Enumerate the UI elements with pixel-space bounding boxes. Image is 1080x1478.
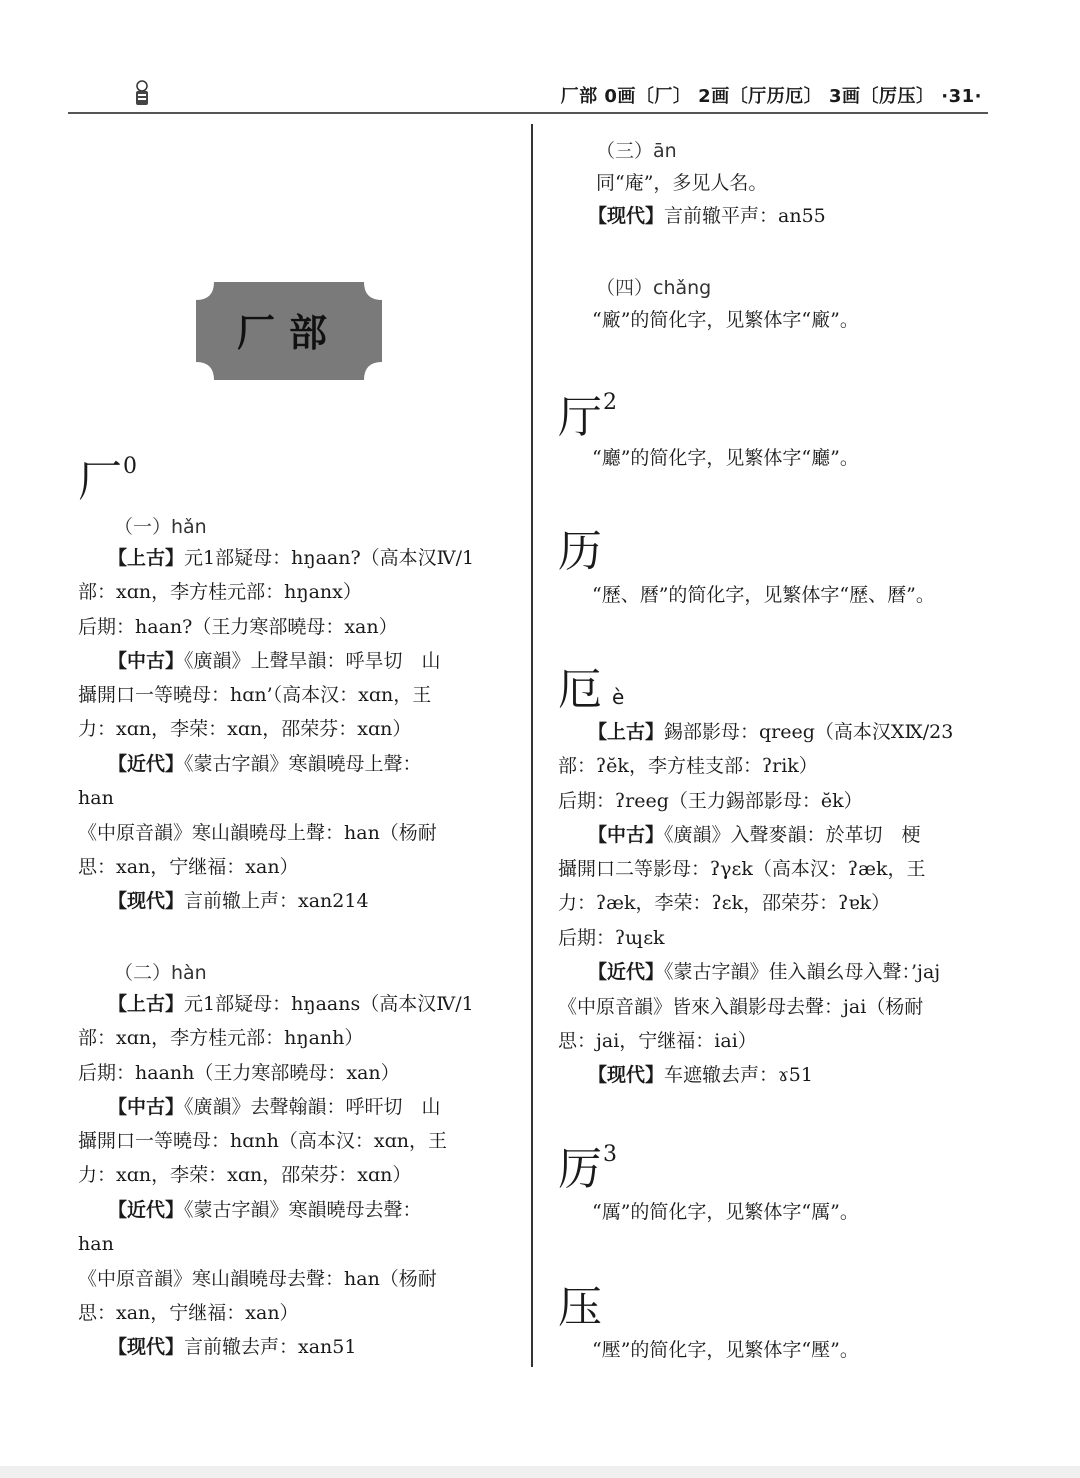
period-tag: 【中古】: [108, 1096, 185, 1118]
page-header: [68, 78, 988, 114]
entry-line: 后期：haan?（王力寒部曉母：xan）: [78, 616, 398, 638]
headword-char: 厄: [558, 664, 602, 715]
period-tag: 【上古】: [108, 547, 185, 569]
period-tag: 【上古】: [108, 993, 185, 1015]
entry-line: 【中古】《廣韻》入聲麥韻：於革切 梗: [588, 824, 921, 846]
entry-line: 【上古】錫部影母：qreeg（高本汉ⅩⅨ/23: [588, 721, 954, 743]
period-tag: 【现代】: [588, 1064, 665, 1086]
entry-line: 同“庵”，多见人名。: [596, 172, 768, 194]
entry-line: “廠”的简化字，见繁体字“廠”。: [592, 309, 859, 331]
entry-line: 【现代】言前辙去声：xan51: [108, 1336, 357, 1358]
entry-line: “廳”的简化字，见繁体字“廳”。: [592, 447, 859, 469]
entry-line: 后期：haanh（王力寒部曉母：xan）: [78, 1062, 400, 1084]
entry-line: 思：xan，宁继福：xan）: [78, 1302, 299, 1324]
headword-pinyin: è: [612, 685, 625, 709]
headword-e: [558, 664, 625, 715]
entry-line: han: [78, 1233, 114, 1255]
period-tag: 【近代】: [108, 1199, 185, 1221]
entry-line: 【中古】《廣韻》上聲旱韻：呼旱切 山: [108, 650, 441, 672]
headword-li2: [558, 1142, 617, 1195]
entry-line: 思：jai，宁继福：iai）: [558, 1030, 757, 1052]
entry-line: 【近代】《蒙古字韻》寒韻曉母上聲：: [108, 753, 422, 775]
entry-line: 攝開口一等曉母：hɑnh（高本汉：xɑn，王: [78, 1130, 447, 1152]
entry-line: 《中原音韻》寒山韻曉母上聲：han（杨耐: [78, 822, 437, 844]
entry-line: “厲”的简化字，见繁体字“厲”。: [592, 1201, 859, 1223]
headword-chang: [78, 454, 137, 507]
sense-label: （二）hàn: [114, 962, 207, 984]
entry-line: 【现代】车遮辙去声：ɤ51: [588, 1064, 813, 1086]
entry-line: 力：xɑn，李荣：xɑn，邵荣芬：xɑn）: [78, 1164, 412, 1186]
headword-char: 厉: [558, 1144, 602, 1195]
entry-line: “歷、曆”的简化字，见繁体字“歷、曆”。: [592, 584, 935, 606]
headword-ting: [558, 390, 617, 443]
entry-line: 【现代】言前辙平声：an55: [588, 205, 826, 227]
sense-label: （三）ān: [596, 140, 677, 162]
entry-line: 思：xan，宁继福：xan）: [78, 856, 299, 878]
period-tag: 【上古】: [588, 721, 665, 743]
headword-superscript: 0: [123, 454, 137, 479]
headword-char: 厂: [78, 456, 122, 507]
entry-line: 力：ʔæk，李荣：ʔεk，邵荣芬：ʔɐk）: [558, 892, 891, 914]
period-tag: 【现代】: [108, 890, 185, 912]
headword-char: 厅: [558, 392, 602, 443]
entry-line: 部：xɑn，李方桂元部：hŋanh）: [78, 1027, 364, 1049]
entry-line: 【近代】《蒙古字韻》佳入韻幺母入聲：’jaj: [588, 961, 941, 983]
period-tag: 【中古】: [588, 824, 665, 846]
headword-ya: [558, 1282, 602, 1333]
entry-line: 攝開口一等曉母：hɑn’（高本汉：xɑn，王: [78, 684, 432, 706]
headword-char: 压: [558, 1282, 602, 1333]
period-tag: 【中古】: [108, 650, 185, 672]
column-divider: [531, 124, 533, 1367]
period-tag: 【近代】: [108, 753, 185, 775]
period-tag: 【现代】: [108, 1336, 185, 1358]
headword-superscript: 3: [603, 1142, 617, 1167]
entry-line: han: [78, 787, 114, 809]
entry-line: 部：ʔĕk，李方桂支部：ʔrik）: [558, 755, 818, 777]
entry-line: 【近代】《蒙古字韻》寒韻曉母去聲：: [108, 1199, 422, 1221]
period-tag: 【近代】: [588, 961, 665, 983]
headword-superscript: 2: [603, 390, 617, 415]
section-title: 厂部: [236, 311, 341, 355]
headword-li: [558, 526, 602, 577]
sense-label: （四）chǎng: [596, 277, 712, 299]
sense-label: （一）hǎn: [114, 516, 207, 538]
entry-line: “壓”的简化字，见繁体字“壓”。: [592, 1339, 859, 1361]
entry-line: 部：xɑn，李方桂元部：hŋanx）: [78, 581, 362, 603]
headword-char: 历: [558, 526, 602, 577]
entry-line: 攝開口二等影母：ʔγεk（高本汉：ʔæk，王: [558, 858, 926, 880]
entry-line: 《中原音韻》皆來入韻影母去聲：jai（杨耐: [558, 996, 924, 1018]
entry-line: 《中原音韻》寒山韻曉母去聲：han（杨耐: [78, 1268, 437, 1290]
entry-line: 后期：ʔreeg（王力錫部影母：ĕk）: [558, 790, 863, 812]
entry-line: 【现代】言前辙上声：xan214: [108, 890, 369, 912]
running-header: 厂部 0画〔厂〕 2画〔厅历厄〕 3画〔厉压〕 ·31·: [560, 86, 982, 107]
period-tag: 【现代】: [588, 205, 665, 227]
entry-line: 后期：ʔɰεk: [558, 927, 665, 949]
page-bottom-edge: [0, 1466, 1080, 1478]
entry-line: 【上古】元1部疑母：hŋaans（高本汉Ⅳ/1: [108, 993, 474, 1015]
publisher-emblem-icon: [132, 78, 152, 108]
entry-line: 【中古】《廣韻》去聲翰韻：呼旰切 山: [108, 1096, 441, 1118]
entry-line: 【上古】元1部疑母：hŋaan?（高本汉Ⅳ/1: [108, 547, 475, 569]
entry-line: 力：xɑn，李荣：xɑn，邵荣芬：xɑn）: [78, 718, 412, 740]
